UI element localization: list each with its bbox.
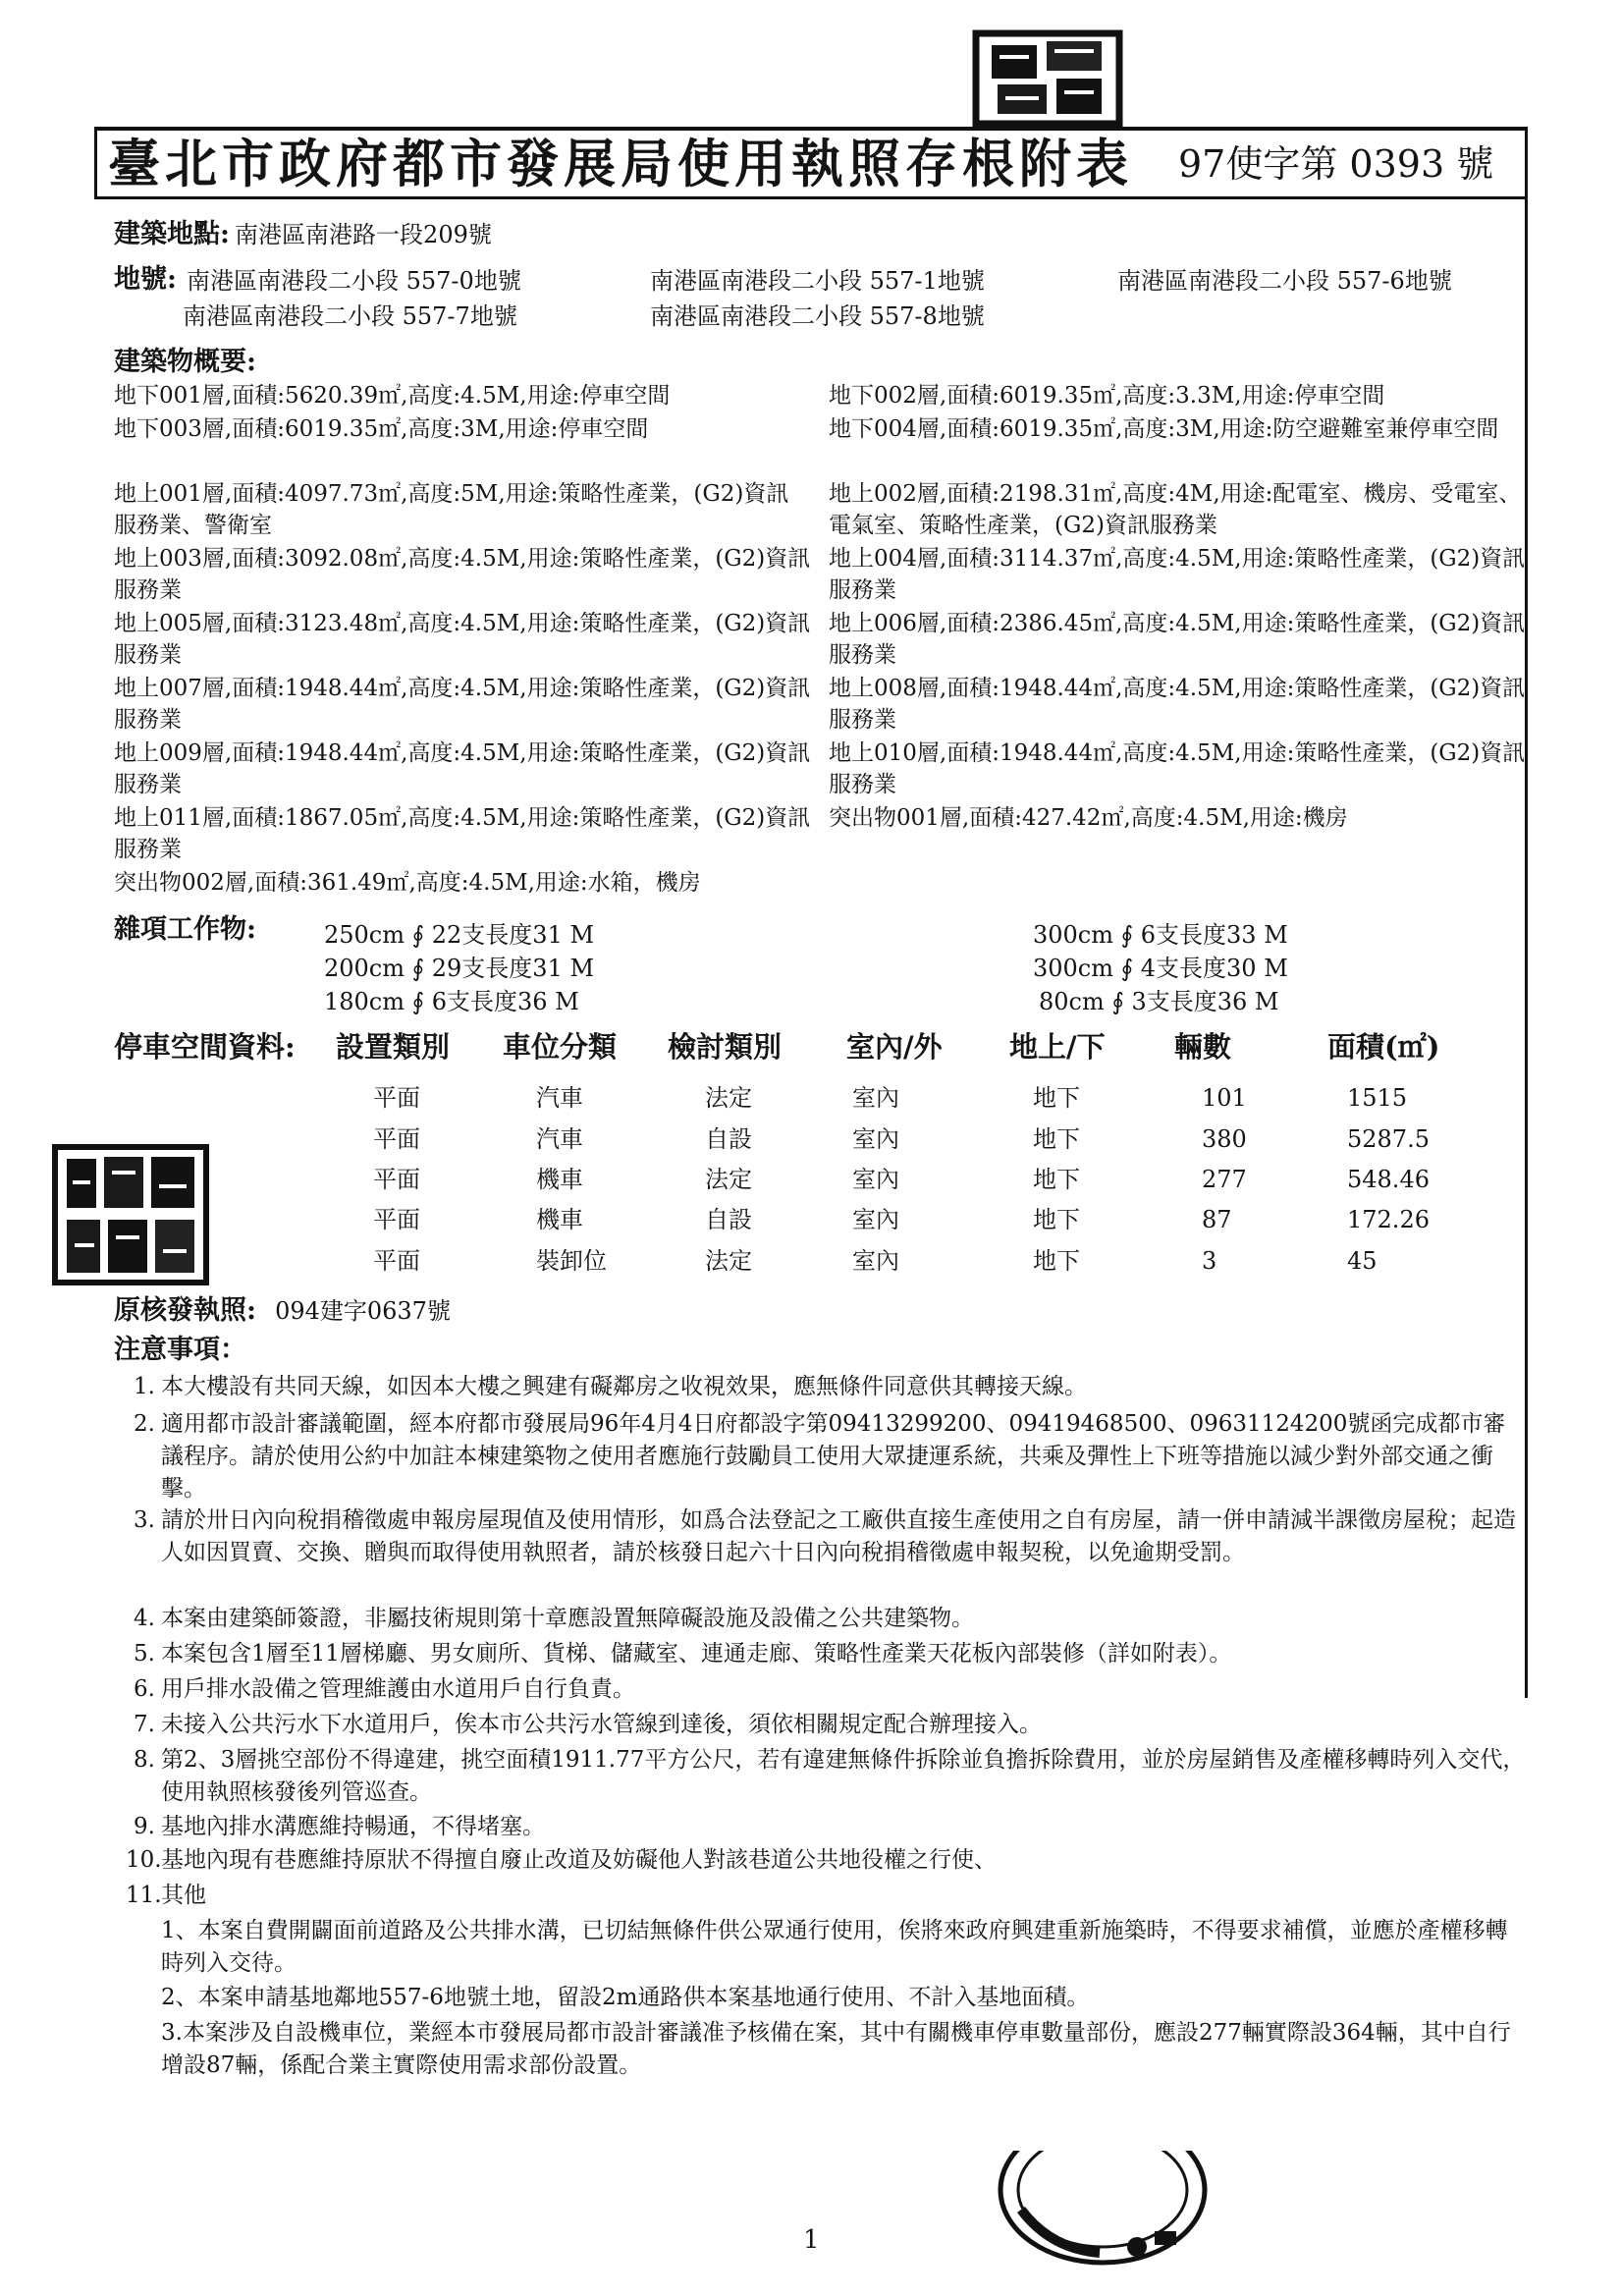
original-permit-row bbox=[114, 1294, 451, 1328]
misc-work-item: 250cm ∮ 22支長度31 M bbox=[324, 921, 595, 949]
floor-entry: 地上003層,面積:3092.08㎡,高度:4.5M,用途:策略性產業，(G2)資訊服務業 bbox=[114, 546, 811, 603]
floor-entry: 地上002層,面積:2198.31㎡,高度:4M,用途:配電室、機房、受電室、電氣室、策略性產業，(G2)資訊服務業 bbox=[829, 481, 1522, 538]
floor-entry: 地上008層,面積:1948.44㎡,高度:4.5M,用途:策略性產業，(G2)資訊服務業 bbox=[829, 676, 1526, 733]
lot-item: 南港區南港段二小段 557-7地號 bbox=[183, 302, 517, 330]
parking-col-header: 地上/下 bbox=[1009, 1030, 1106, 1064]
note-text: 基地內排水溝應維持暢通，不得堵塞。 bbox=[161, 1814, 545, 1839]
note-sub-item: 2、本案申請基地鄰地557-6地號土地，留設2m通路供本案基地通行使用、不計入基地面積。 bbox=[161, 1985, 1090, 2010]
site-label: 建築地點: bbox=[114, 219, 230, 249]
original-permit-value: 094建字0637號 bbox=[275, 1297, 451, 1325]
round-seal-bottom-icon bbox=[992, 2151, 1214, 2296]
parking-col-header: 設置類別 bbox=[336, 1030, 451, 1064]
official-seal-left-icon bbox=[51, 1143, 210, 1286]
note-number: 3. bbox=[134, 1507, 155, 1533]
parking-cell: 87 bbox=[1202, 1206, 1232, 1233]
note-number: 5. bbox=[134, 1641, 155, 1667]
original-permit-label: 原核發執照: bbox=[114, 1295, 256, 1326]
note-number: 2. bbox=[134, 1411, 155, 1437]
floor-entry: 地下001層,面積:5620.39㎡,高度:4.5M,用途:停車空間 bbox=[114, 383, 671, 409]
overview-label: 建築物概要: bbox=[114, 347, 256, 377]
notes-label: 注意事項： bbox=[114, 1335, 246, 1365]
misc-work-item: 180cm ∮ 6支長度36 M bbox=[324, 988, 579, 1015]
parking-cell: 汽車 bbox=[536, 1125, 583, 1153]
parking-cell: 地下 bbox=[1033, 1084, 1080, 1112]
misc-work-item: 200cm ∮ 29支長度31 M bbox=[324, 955, 595, 982]
parking-col-header: 輛數 bbox=[1174, 1030, 1232, 1064]
parking-cell: 機車 bbox=[536, 1166, 583, 1193]
parking-cell: 裝卸位 bbox=[536, 1247, 607, 1275]
parking-cell: 平面 bbox=[373, 1166, 420, 1193]
site-row bbox=[114, 218, 492, 251]
official-seal-top-icon bbox=[970, 27, 1125, 130]
parking-cell: 法定 bbox=[705, 1084, 752, 1112]
note-text: 基地內現有巷應維持原狀不得擅自廢止改道及妨礙他人對該巷道公共地役權之行使、 bbox=[161, 1847, 997, 1873]
title-top-rule bbox=[94, 127, 1528, 131]
floor-entry: 地上010層,面積:1948.44㎡,高度:4.5M,用途:策略性產業，(G2)資訊服務業 bbox=[829, 740, 1526, 797]
lot-item: 南港區南港段二小段 557-6地號 bbox=[1117, 267, 1452, 295]
parking-cell: 548.46 bbox=[1347, 1166, 1430, 1193]
floor-entry: 突出物002層,面積:361.49㎡,高度:4.5M,用途:水箱，機房 bbox=[114, 870, 701, 896]
note-number: 10. bbox=[126, 1847, 162, 1873]
misc-work-item: 80cm ∮ 3支長度36 M bbox=[1039, 988, 1279, 1015]
parking-cell: 室內 bbox=[852, 1206, 899, 1233]
note-text: 用戶排水設備之管理維護由水道用戶自行負責。 bbox=[161, 1676, 635, 1702]
note-number: 9. bbox=[134, 1814, 155, 1839]
parking-col-header: 面積(㎡) bbox=[1327, 1030, 1440, 1064]
parking-cell: 地下 bbox=[1033, 1125, 1080, 1153]
title-bottom-rule bbox=[94, 196, 1528, 199]
lot-item: 南港區南港段二小段 557-1地號 bbox=[650, 267, 985, 295]
note-number: 1. bbox=[134, 1374, 155, 1399]
site-value: 南港區南港路一段209號 bbox=[235, 221, 492, 248]
floor-entry: 地下004層,面積:6019.35㎡,高度:3M,用途:防空避難室兼停車空間 bbox=[829, 416, 1499, 442]
parking-cell: 172.26 bbox=[1347, 1206, 1430, 1233]
parking-cell: 平面 bbox=[373, 1125, 420, 1153]
parking-cell: 法定 bbox=[705, 1247, 752, 1275]
parking-cell: 室內 bbox=[852, 1166, 899, 1193]
note-text: 適用都市設計審議範圍，經本府都市發展局96年4月4日府都設字第09413299200、09419468500、09631124200號函完成都市審議程序。請於使用公約中加註本棟建築物之使用者應施行鼓勵員工使用大眾捷運系統，共乘及彈性上下班等措施以減少對外部交通之衝擊。 bbox=[161, 1411, 1506, 1502]
floor-entry: 地上005層,面積:3123.48㎡,高度:4.5M,用途:策略性產業，(G2)資訊服務業 bbox=[114, 611, 811, 668]
parking-col-header: 室內/外 bbox=[846, 1030, 943, 1064]
parking-cell: 1515 bbox=[1347, 1084, 1408, 1112]
floor-entry: 地下002層,面積:6019.35㎡,高度:3.3M,用途:停車空間 bbox=[829, 383, 1385, 409]
note-number: 6. bbox=[134, 1676, 155, 1702]
floor-entry: 突出物001層,面積:427.42㎡,高度:4.5M,用途:機房 bbox=[829, 805, 1348, 831]
parking-cell: 室內 bbox=[852, 1125, 899, 1153]
parking-cell: 自設 bbox=[705, 1125, 752, 1153]
document-title: 臺北市政府都市發展局使用執照存根附表 bbox=[108, 134, 1133, 194]
parking-col-header: 檢討類別 bbox=[668, 1030, 783, 1064]
parking-cell: 地下 bbox=[1033, 1247, 1080, 1275]
note-number: 4. bbox=[134, 1606, 155, 1631]
misc-works-label: 雜項工作物: bbox=[114, 914, 256, 945]
floor-entry: 地上001層,面積:4097.73㎡,高度:5M,用途:策略性產業，(G2)資訊服務業、警衛室 bbox=[114, 481, 789, 538]
parking-col-header: 車位分類 bbox=[503, 1030, 618, 1064]
title-frame-left bbox=[94, 127, 97, 197]
floor-entry: 地上004層,面積:3114.37㎡,高度:4.5M,用途:策略性產業，(G2)資訊服務業 bbox=[829, 546, 1526, 603]
floor-entry: 地下003層,面積:6019.35㎡,高度:3M,用途:停車空間 bbox=[114, 416, 649, 442]
parking-cell: 3 bbox=[1202, 1247, 1217, 1275]
lot-item: 南港區南港段二小段 557-8地號 bbox=[650, 302, 985, 330]
parking-cell: 室內 bbox=[852, 1084, 899, 1112]
note-text: 請於卅日內向稅捐稽徵處申報房屋現值及使用情形，如爲合法登記之工廠供直接生產使用之自有房屋，請一併申請減半課徵房屋稅；起造人如因買賣、交換、贈與而取得使用執照者，請於核發日起六十日內向稅捐稽徵處申報契稅，以免逾期受罰。 bbox=[161, 1507, 1516, 1565]
floor-entry: 地上007層,面積:1948.44㎡,高度:4.5M,用途:策略性產業，(G2)資訊服務業 bbox=[114, 676, 811, 733]
parking-cell: 法定 bbox=[705, 1166, 752, 1193]
permit-number: 97使字第 0393 號 bbox=[1178, 142, 1494, 186]
parking-cell: 汽車 bbox=[536, 1084, 583, 1112]
misc-work-item: 300cm ∮ 6支長度33 M bbox=[1033, 921, 1288, 949]
parking-cell: 平面 bbox=[373, 1084, 420, 1112]
note-number: 7. bbox=[134, 1712, 155, 1737]
parking-cell: 平面 bbox=[373, 1206, 420, 1233]
note-number: 8. bbox=[134, 1747, 155, 1773]
note-text: 未接入公共污水下水道用戶，俟本市公共污水管線到達後，須依相關規定配合辦理接入。 bbox=[161, 1712, 1042, 1737]
parking-cell: 101 bbox=[1202, 1084, 1247, 1112]
note-sub-item: 1、本案自費開闢面前道路及公共排水溝，已切結無條件供公眾通行使用，俟將來政府興建重新施築時，不得要求補償，並應於產權移轉時列入交待。 bbox=[161, 1918, 1508, 1976]
note-text: 本大樓設有共同天線，如因本大樓之興建有礙鄰房之收視效果，應無條件同意供其轉接天線。 bbox=[161, 1374, 1087, 1399]
note-text: 本案由建築師簽證，非屬技術規則第十章應設置無障礙設施及設備之公共建築物。 bbox=[161, 1606, 974, 1631]
page-number: 1 bbox=[803, 2225, 820, 2255]
parking-cell: 室內 bbox=[852, 1247, 899, 1275]
parking-cell: 地下 bbox=[1033, 1206, 1080, 1233]
parking-cell: 380 bbox=[1202, 1125, 1247, 1153]
parking-cell: 地下 bbox=[1033, 1166, 1080, 1193]
parking-cell: 機車 bbox=[536, 1206, 583, 1233]
parking-cell: 自設 bbox=[705, 1206, 752, 1233]
floor-entry: 地上011層,面積:1867.05㎡,高度:4.5M,用途:策略性產業，(G2)資訊服務業 bbox=[114, 805, 811, 862]
note-text: 本案包含1層至11層梯廳、男女廁所、貨梯、儲藏室、連通走廊、策略性產業天花板內部裝修（詳如附表）。 bbox=[161, 1641, 1232, 1667]
note-text: 其他 bbox=[161, 1883, 206, 1908]
parking-cell: 277 bbox=[1202, 1166, 1247, 1193]
note-text: 第2、3層挑空部份不得違建，挑空面積1911.77平方公尺，若有違建無條件拆除並負擔拆除費用，並於房屋銷售及產權移轉時列入交代，使用執照核發後列管巡查。 bbox=[161, 1747, 1526, 1805]
note-number: 11. bbox=[126, 1883, 162, 1908]
parking-cell: 5287.5 bbox=[1347, 1125, 1430, 1153]
note-sub-item: 3.本案涉及自設機車位，業經本市發展局都市設計審議准予核備在案，其中有關機車停車數量部份，應設277輛實際設364輛，其中自行增設87輛，係配合業主實際使用需求部份設置。 bbox=[161, 2020, 1511, 2078]
parking-cell: 平面 bbox=[373, 1247, 420, 1275]
parking-label: 停車空間資料: bbox=[114, 1030, 296, 1064]
parking-cell: 45 bbox=[1347, 1247, 1378, 1275]
misc-work-item: 300cm ∮ 4支長度30 M bbox=[1033, 955, 1288, 982]
lot-item: 南港區南港段二小段 557-0地號 bbox=[187, 267, 521, 295]
floor-entry: 地上006層,面積:2386.45㎡,高度:4.5M,用途:策略性產業，(G2)資訊服務業 bbox=[829, 611, 1526, 668]
floor-entry: 地上009層,面積:1948.44㎡,高度:4.5M,用途:策略性產業，(G2)資訊服務業 bbox=[114, 740, 811, 797]
lots-label: 地號: bbox=[114, 264, 177, 295]
